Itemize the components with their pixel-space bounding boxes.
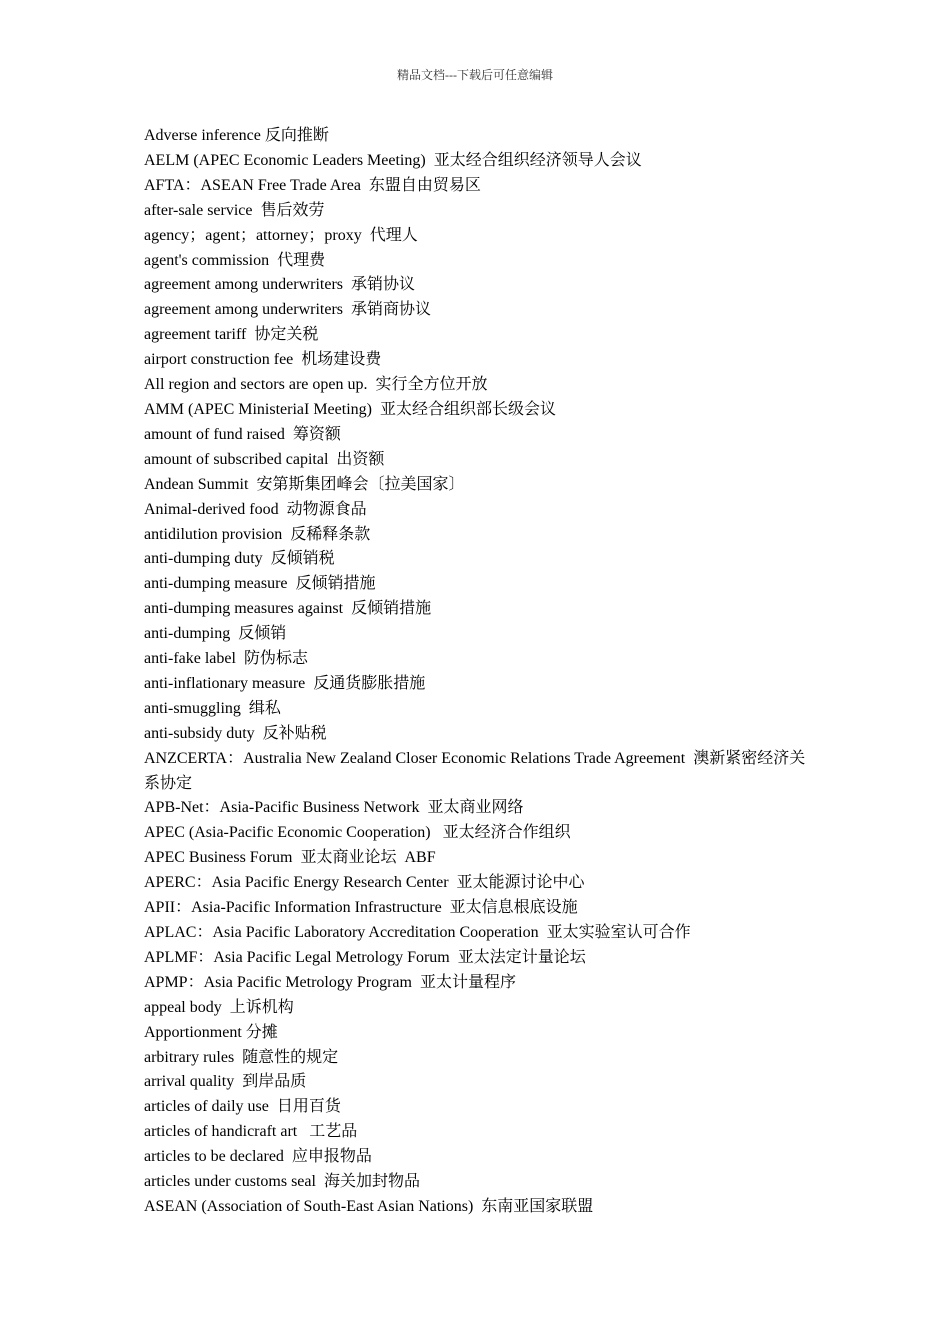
glossary-entry: APEC Business Forum 亚太商业论坛 ABF	[144, 849, 436, 867]
glossary-entry: antidilution provision 反稀释条款	[144, 525, 371, 543]
glossary-entry: anti-inflationary measure 反通货膨胀措施	[144, 674, 426, 692]
glossary-entry: anti-dumping duty 反倾销税	[144, 550, 335, 568]
glossary-entry: agreement tariff 协定关税	[144, 326, 319, 344]
glossary-entry: arbitrary rules 随意性的规定	[144, 1048, 339, 1066]
glossary-entry: All region and sectors are open up. 实行全方位开放	[144, 376, 488, 394]
glossary-entry: anti-subsidy duty 反补贴税	[144, 724, 327, 742]
glossary-entry: APII：Asia-Pacific Information Infrastructure 亚太信息根底设施	[144, 899, 578, 917]
glossary-entry: AFTA：ASEAN Free Trade Area 东盟自由贸易区	[144, 176, 481, 194]
glossary-entry: anti-smuggling 缉私	[144, 699, 281, 717]
glossary-entry: anti-dumping measure 反倾销措施	[144, 575, 376, 593]
glossary-entry: anti-dumping 反倾销	[144, 625, 287, 643]
glossary-entry: Andean Summit 安第斯集团峰会〔拉美国家〕	[144, 475, 465, 493]
glossary-entry: agent's commission 代理费	[144, 251, 326, 269]
glossary-entry: agreement among underwriters 承销协议	[144, 276, 416, 294]
glossary-entry: anti-fake label 防伪标志	[144, 650, 308, 668]
glossary-entry: agreement among underwriters 承销商协议	[144, 301, 432, 319]
glossary-entry: anti-dumping measures against 反倾销措施	[144, 600, 432, 618]
glossary-entry: articles under customs seal 海关加封物品	[144, 1173, 420, 1191]
glossary-entry: APMP：Asia Pacific Metrology Program 亚太计量程序	[144, 973, 516, 991]
glossary-entry: APB-Net：Asia-Pacific Business Network 亚太商业网络	[144, 799, 524, 817]
glossary-entry: APLAC：Asia Pacific Laboratory Accreditation Cooperation 亚太实验室认可合作	[144, 924, 691, 941]
glossary-entry: agency；agent；attorney；proxy 代理人	[144, 226, 418, 244]
glossary-list	[144, 124, 812, 1220]
glossary-entry: airport construction fee 机场建设费	[144, 351, 382, 369]
glossary-entry: Adverse inference 反向推断	[144, 127, 329, 144]
glossary-entry: articles of daily use 日用百货	[144, 1098, 341, 1116]
glossary-entry: AELM (APEC Economic Leaders Meeting) 亚太经合组织经济领导人会议	[144, 151, 642, 169]
glossary-entry: ANZCERTA：Australia New Zealand Closer Economic Relations Trade Agreement 澳新紧密经济关系协定	[144, 749, 806, 792]
glossary-entry: arrival quality 到岸品质	[144, 1073, 307, 1091]
glossary-entry: articles of handicraft art 工艺品	[144, 1123, 358, 1141]
glossary-entry: AMM (APEC MinisteriaI Meeting) 亚太经合组织部长级会议	[144, 400, 556, 418]
glossary-entry: Apportionment 分摊	[144, 1023, 278, 1041]
glossary-entry: after-sale service 售后效劳	[144, 201, 325, 219]
glossary-entry: ASEAN (Association of South-East Asian Nations) 东南亚国家联盟	[144, 1197, 594, 1215]
glossary-entry: appeal body 上诉机构	[144, 998, 294, 1016]
page-header: 精品文档---下载后可任意编辑	[397, 68, 553, 82]
glossary-entry: amount of fund raised 筹资额	[144, 425, 341, 443]
glossary-entry: APEC (Asia-Pacific Economic Cooperation) 亚太经济合作组织	[144, 824, 571, 842]
glossary-entry: APERC：Asia Pacific Energy Research Center 亚太能源讨论中心	[144, 874, 585, 892]
glossary-entry: Animal-derived food 动物源食品	[144, 500, 367, 518]
glossary-entry: amount of subscribed capital 出资额	[144, 450, 385, 468]
glossary-entry: APLMF：Asia Pacific Legal Metrology Forum 亚太法定计量论坛	[144, 948, 586, 966]
glossary-entry: articles to be declared 应申报物品	[144, 1148, 372, 1166]
